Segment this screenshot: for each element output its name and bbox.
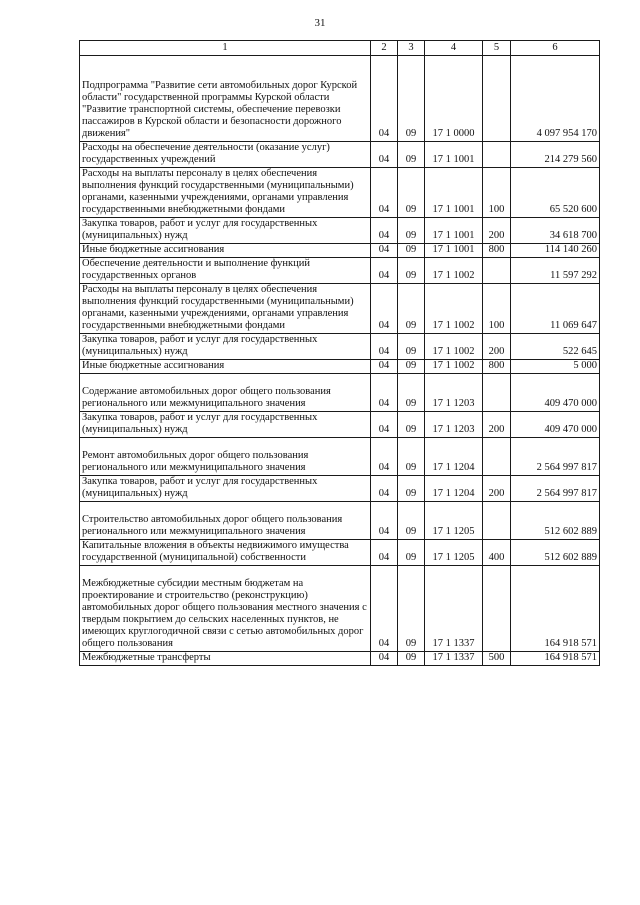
row-amount: 164 918 571	[511, 652, 600, 666]
row-name-cell	[80, 476, 371, 502]
row-name: Содержание автомобильных дорог общего пользования регионального или межмуниципального значения	[82, 386, 331, 409]
row-amount: 409 470 000	[511, 374, 600, 412]
header-col-6: 6	[511, 41, 600, 56]
row-name: Закупка товаров, работ и услуг для государственных (муниципальных) нужд	[82, 412, 318, 435]
table-row	[80, 258, 600, 284]
table-row	[80, 540, 600, 566]
row-col-2: 04	[371, 476, 398, 502]
row-expense-type: 400	[483, 540, 511, 566]
row-name: Иные бюджетные ассигнования	[82, 360, 225, 371]
row-col-2: 04	[371, 334, 398, 360]
row-col-3: 09	[398, 334, 425, 360]
row-expense-type	[483, 56, 511, 142]
row-col-3: 09	[398, 438, 425, 476]
row-name: Расходы на выплаты персоналу в целях обеспечения выполнения функций государственными (муниципальными) органами, казенными учреждениями, органами управления государственными внебюджетными фондами	[82, 284, 354, 331]
row-target-code: 17 1 1337	[425, 652, 483, 666]
header-row	[80, 41, 600, 56]
row-col-3: 09	[398, 652, 425, 666]
row-target-code: 17 1 1001	[425, 168, 483, 218]
table-body	[80, 56, 600, 666]
row-target-code: 17 1 1203	[425, 374, 483, 412]
row-col-2: 04	[371, 652, 398, 666]
row-col-3: 09	[398, 412, 425, 438]
row-col-3: 09	[398, 566, 425, 652]
row-amount: 4 097 954 170	[511, 56, 600, 142]
table-row	[80, 412, 600, 438]
row-target-code: 17 1 1001	[425, 218, 483, 244]
row-col-3: 09	[398, 244, 425, 258]
row-col-2: 04	[371, 56, 398, 142]
row-amount: 164 918 571	[511, 566, 600, 652]
header-col-3: 3	[398, 41, 425, 56]
row-name-cell	[80, 284, 371, 334]
row-expense-type: 200	[483, 334, 511, 360]
table-row	[80, 374, 600, 412]
row-target-code: 17 1 1002	[425, 360, 483, 374]
row-amount: 11 069 647	[511, 284, 600, 334]
row-name-cell	[80, 374, 371, 412]
table-row	[80, 142, 600, 168]
row-name-cell	[80, 566, 371, 652]
table-row	[80, 168, 600, 218]
row-col-2: 04	[371, 540, 398, 566]
row-name: Ремонт автомобильных дорог общего пользования регионального или межмуниципального значения	[82, 450, 309, 473]
table-row	[80, 218, 600, 244]
row-amount: 214 279 560	[511, 142, 600, 168]
row-expense-type: 800	[483, 360, 511, 374]
row-name: Закупка товаров, работ и услуг для государственных (муниципальных) нужд	[82, 476, 318, 499]
row-col-3: 09	[398, 502, 425, 540]
header-col-1: 1	[80, 41, 371, 56]
row-target-code: 17 1 1205	[425, 540, 483, 566]
table-row	[80, 652, 600, 666]
page-number: 31	[314, 17, 326, 29]
row-name-cell	[80, 540, 371, 566]
row-target-code: 17 1 1001	[425, 244, 483, 258]
row-target-code: 17 1 0000	[425, 56, 483, 142]
row-col-3: 09	[398, 218, 425, 244]
row-name: Подпрограмма "Развитие сети автомобильных дорог Курской области" государственной программы Курской области "Развитие транспортной системы, обеспечение перевозки пассажиров в Курской области и безопасности дорожного движения"	[82, 80, 358, 139]
header-col-4: 4	[425, 41, 483, 56]
row-name-cell	[80, 502, 371, 540]
row-col-3: 09	[398, 258, 425, 284]
header-col-2: 2	[371, 41, 398, 56]
row-amount: 114 140 260	[511, 244, 600, 258]
table-row	[80, 438, 600, 476]
row-expense-type	[483, 374, 511, 412]
table-row	[80, 502, 600, 540]
row-col-3: 09	[398, 374, 425, 412]
row-name-cell	[80, 218, 371, 244]
row-target-code: 17 1 1203	[425, 412, 483, 438]
row-col-2: 04	[371, 502, 398, 540]
row-target-code: 17 1 1337	[425, 566, 483, 652]
row-expense-type	[483, 142, 511, 168]
row-expense-type	[483, 502, 511, 540]
row-name-cell	[80, 652, 371, 666]
row-amount: 2 564 997 817	[511, 476, 600, 502]
row-col-2: 04	[371, 258, 398, 284]
row-col-3: 09	[398, 476, 425, 502]
table-row	[80, 56, 600, 142]
row-name: Капитальные вложения в объекты недвижимого имущества государственной (муниципальной) собственности	[82, 540, 349, 563]
row-col-3: 09	[398, 56, 425, 142]
row-target-code: 17 1 1002	[425, 284, 483, 334]
table-row	[80, 476, 600, 502]
row-amount: 522 645	[511, 334, 600, 360]
row-target-code: 17 1 1002	[425, 258, 483, 284]
row-name: Расходы на выплаты персоналу в целях обеспечения выполнения функций государственными (муниципальными) органами, казенными учреждениями, органами управления государственными внебюджетными фондами	[82, 168, 354, 215]
row-amount: 5 000	[511, 360, 600, 374]
row-col-2: 04	[371, 360, 398, 374]
row-target-code: 17 1 1001	[425, 142, 483, 168]
row-col-2: 04	[371, 566, 398, 652]
row-name-cell	[80, 56, 371, 142]
row-target-code: 17 1 1204	[425, 438, 483, 476]
row-amount: 2 564 997 817	[511, 438, 600, 476]
row-col-2: 04	[371, 218, 398, 244]
row-col-2: 04	[371, 438, 398, 476]
row-col-2: 04	[371, 244, 398, 258]
table-row	[80, 360, 600, 374]
table-row	[80, 244, 600, 258]
header-col-5: 5	[483, 41, 511, 56]
row-name-cell	[80, 142, 371, 168]
row-name: Расходы на обеспечение деятельности (оказание услуг) государственных учреждений	[82, 142, 330, 165]
row-col-2: 04	[371, 284, 398, 334]
row-name: Межбюджетные субсидии местным бюджетам на проектирование и строительство (реконструкцию) автомобильных дорог общего пользования местного значения с твердым покрытием до сельских населенных пунктов, не имеющих круглогодичной связи с сетью автомобильных дорог общего пользования	[82, 578, 367, 649]
row-name: Иные бюджетные ассигнования	[82, 244, 225, 255]
row-name-cell	[80, 438, 371, 476]
row-name-cell	[80, 360, 371, 374]
row-expense-type: 200	[483, 476, 511, 502]
row-name: Строительство автомобильных дорог общего пользования регионального или межмуниципального значения	[82, 514, 343, 537]
row-col-3: 09	[398, 142, 425, 168]
row-name-cell	[80, 334, 371, 360]
table-row	[80, 566, 600, 652]
row-name-cell	[80, 244, 371, 258]
row-name-cell	[80, 412, 371, 438]
row-target-code: 17 1 1205	[425, 502, 483, 540]
row-col-2: 04	[371, 412, 398, 438]
row-col-2: 04	[371, 168, 398, 218]
row-expense-type	[483, 566, 511, 652]
budget-table	[79, 40, 600, 666]
table-row	[80, 284, 600, 334]
row-col-3: 09	[398, 540, 425, 566]
row-name: Закупка товаров, работ и услуг для государственных (муниципальных) нужд	[82, 334, 318, 357]
row-expense-type	[483, 438, 511, 476]
row-expense-type	[483, 258, 511, 284]
row-target-code: 17 1 1204	[425, 476, 483, 502]
row-amount: 409 470 000	[511, 412, 600, 438]
row-target-code: 17 1 1002	[425, 334, 483, 360]
table-row	[80, 334, 600, 360]
row-amount: 512 602 889	[511, 502, 600, 540]
row-amount: 11 597 292	[511, 258, 600, 284]
row-name: Обеспечение деятельности и выполнение функций государственных органов	[82, 258, 310, 281]
row-name-cell	[80, 258, 371, 284]
row-expense-type: 500	[483, 652, 511, 666]
row-amount: 34 618 700	[511, 218, 600, 244]
row-expense-type: 100	[483, 168, 511, 218]
row-expense-type: 200	[483, 218, 511, 244]
row-col-2: 04	[371, 374, 398, 412]
row-col-2: 04	[371, 142, 398, 168]
row-name: Межбюджетные трансферты	[82, 652, 211, 663]
row-amount: 512 602 889	[511, 540, 600, 566]
row-expense-type: 800	[483, 244, 511, 258]
row-name-cell	[80, 168, 371, 218]
row-name: Закупка товаров, работ и услуг для государственных (муниципальных) нужд	[82, 218, 318, 241]
row-expense-type: 200	[483, 412, 511, 438]
row-col-3: 09	[398, 168, 425, 218]
row-expense-type: 100	[483, 284, 511, 334]
row-amount: 65 520 600	[511, 168, 600, 218]
row-col-3: 09	[398, 284, 425, 334]
row-col-3: 09	[398, 360, 425, 374]
